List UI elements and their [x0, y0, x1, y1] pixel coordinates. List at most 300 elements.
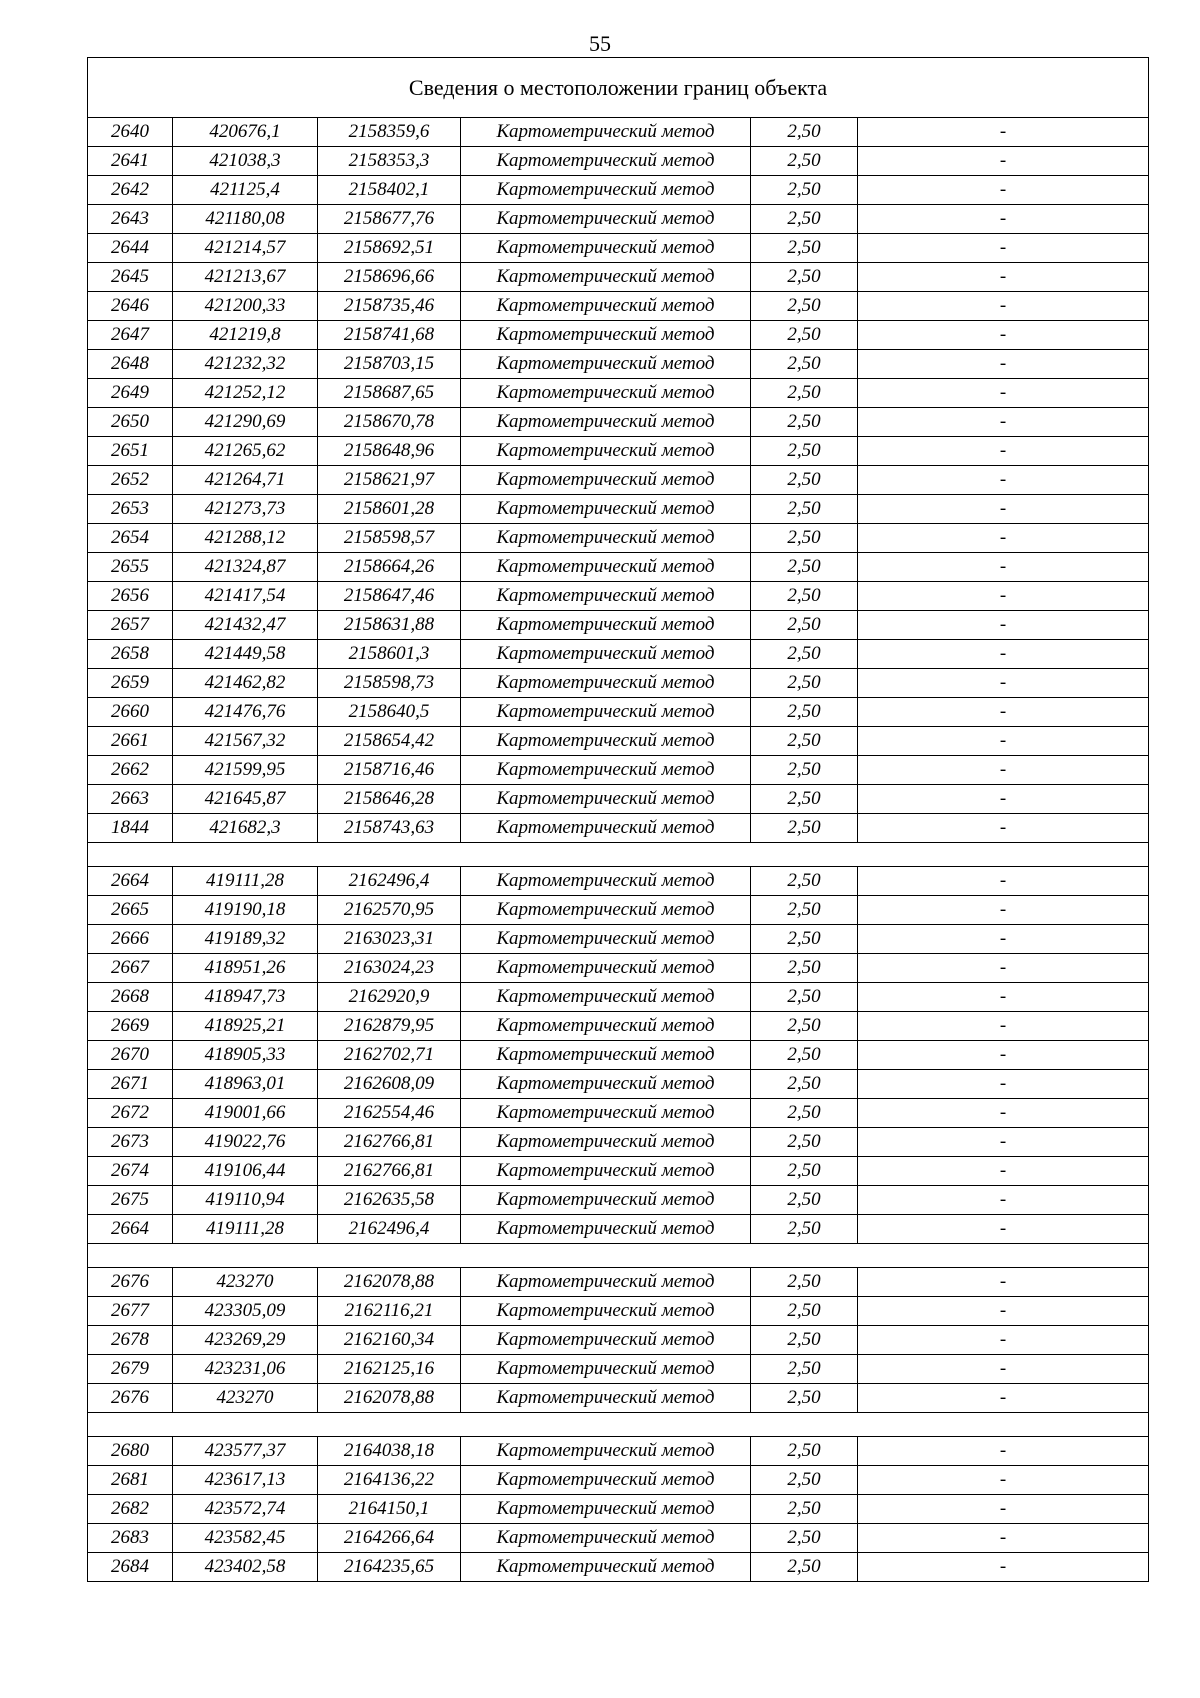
point-number-cell: 2678: [88, 1326, 173, 1355]
description-cell: -: [858, 495, 1149, 524]
description-cell: -: [858, 1384, 1149, 1413]
description-cell: -: [858, 292, 1149, 321]
description-cell: -: [858, 1524, 1149, 1553]
description-cell: -: [858, 582, 1149, 611]
table-row: [88, 379, 1149, 408]
table-title: Сведения о местоположении границ объекта: [88, 58, 1149, 118]
method-cell: Картометрический метод: [461, 1128, 751, 1157]
accuracy-cell: 2,50: [751, 756, 858, 785]
accuracy-cell: 2,50: [751, 321, 858, 350]
y-coordinate-cell: 2162496,4: [318, 867, 461, 896]
description-cell: -: [858, 1268, 1149, 1297]
method-cell: Картометрический метод: [461, 1041, 751, 1070]
y-coordinate-cell: 2162920,9: [318, 983, 461, 1012]
point-number-cell: 2659: [88, 669, 173, 698]
accuracy-cell: 2,50: [751, 1553, 858, 1582]
description-cell: -: [858, 669, 1149, 698]
table-row: [88, 466, 1149, 495]
x-coordinate-cell: 421213,67: [173, 263, 318, 292]
accuracy-cell: 2,50: [751, 698, 858, 727]
accuracy-cell: 2,50: [751, 553, 858, 582]
point-number-cell: 2664: [88, 867, 173, 896]
x-coordinate-cell: 423269,29: [173, 1326, 318, 1355]
x-coordinate-cell: 423270: [173, 1384, 318, 1413]
accuracy-cell: 2,50: [751, 983, 858, 1012]
point-number-cell: 2653: [88, 495, 173, 524]
table-row: [88, 756, 1149, 785]
x-coordinate-cell: 421324,87: [173, 553, 318, 582]
description-cell: -: [858, 896, 1149, 925]
accuracy-cell: 2,50: [751, 896, 858, 925]
accuracy-cell: 2,50: [751, 234, 858, 263]
y-coordinate-cell: 2158647,46: [318, 582, 461, 611]
y-coordinate-cell: 2162125,16: [318, 1355, 461, 1384]
point-number-cell: 2672: [88, 1099, 173, 1128]
y-coordinate-cell: 2158646,28: [318, 785, 461, 814]
y-coordinate-cell: 2158640,5: [318, 698, 461, 727]
method-cell: Картометрический метод: [461, 896, 751, 925]
x-coordinate-cell: 421645,87: [173, 785, 318, 814]
accuracy-cell: 2,50: [751, 1157, 858, 1186]
point-number-cell: 2683: [88, 1524, 173, 1553]
table-row: [88, 1437, 1149, 1466]
point-number-cell: 2660: [88, 698, 173, 727]
table-row: [88, 1157, 1149, 1186]
description-cell: -: [858, 408, 1149, 437]
table-row: [88, 1297, 1149, 1326]
method-cell: Картометрический метод: [461, 1466, 751, 1495]
point-number-cell: 2657: [88, 611, 173, 640]
description-cell: -: [858, 1012, 1149, 1041]
y-coordinate-cell: 2158654,42: [318, 727, 461, 756]
accuracy-cell: 2,50: [751, 1186, 858, 1215]
description-cell: -: [858, 727, 1149, 756]
description-cell: -: [858, 350, 1149, 379]
method-cell: Картометрический метод: [461, 466, 751, 495]
accuracy-cell: 2,50: [751, 524, 858, 553]
point-number-cell: 2681: [88, 1466, 173, 1495]
point-number-cell: 2684: [88, 1553, 173, 1582]
x-coordinate-cell: 421567,32: [173, 727, 318, 756]
y-coordinate-cell: 2158743,63: [318, 814, 461, 843]
x-coordinate-cell: 419110,94: [173, 1186, 318, 1215]
accuracy-cell: 2,50: [751, 118, 858, 147]
accuracy-cell: 2,50: [751, 669, 858, 698]
point-number-cell: 2673: [88, 1128, 173, 1157]
y-coordinate-cell: 2158692,51: [318, 234, 461, 263]
y-coordinate-cell: 2158359,6: [318, 118, 461, 147]
accuracy-cell: 2,50: [751, 727, 858, 756]
method-cell: Картометрический метод: [461, 1524, 751, 1553]
method-cell: Картометрический метод: [461, 379, 751, 408]
table-row: [88, 1186, 1149, 1215]
x-coordinate-cell: 421462,82: [173, 669, 318, 698]
point-number-cell: 2674: [88, 1157, 173, 1186]
point-number-cell: 2655: [88, 553, 173, 582]
accuracy-cell: 2,50: [751, 640, 858, 669]
description-cell: -: [858, 1355, 1149, 1384]
method-cell: Картометрический метод: [461, 1012, 751, 1041]
y-coordinate-cell: 2162078,88: [318, 1268, 461, 1297]
x-coordinate-cell: 423572,74: [173, 1495, 318, 1524]
x-coordinate-cell: 419001,66: [173, 1099, 318, 1128]
accuracy-cell: 2,50: [751, 147, 858, 176]
table-row: [88, 1495, 1149, 1524]
method-cell: Картометрический метод: [461, 640, 751, 669]
x-coordinate-cell: 423577,37: [173, 1437, 318, 1466]
description-cell: -: [858, 1297, 1149, 1326]
table-row: [88, 1070, 1149, 1099]
y-coordinate-cell: 2162879,95: [318, 1012, 461, 1041]
table-row: [88, 785, 1149, 814]
x-coordinate-cell: 421264,71: [173, 466, 318, 495]
table-row: [88, 234, 1149, 263]
table-row: [88, 292, 1149, 321]
y-coordinate-cell: 2162766,81: [318, 1157, 461, 1186]
point-number-cell: 2650: [88, 408, 173, 437]
x-coordinate-cell: 421038,3: [173, 147, 318, 176]
y-coordinate-cell: 2158670,78: [318, 408, 461, 437]
x-coordinate-cell: 421476,76: [173, 698, 318, 727]
table-row: [88, 954, 1149, 983]
point-number-cell: 2682: [88, 1495, 173, 1524]
accuracy-cell: 2,50: [751, 176, 858, 205]
y-coordinate-cell: 2162496,4: [318, 1215, 461, 1244]
method-cell: Картометрический метод: [461, 611, 751, 640]
method-cell: Картометрический метод: [461, 1384, 751, 1413]
x-coordinate-cell: 418905,33: [173, 1041, 318, 1070]
description-cell: -: [858, 1157, 1149, 1186]
method-cell: Картометрический метод: [461, 983, 751, 1012]
y-coordinate-cell: 2158621,97: [318, 466, 461, 495]
method-cell: Картометрический метод: [461, 1099, 751, 1128]
table-row: [88, 669, 1149, 698]
point-number-cell: 2663: [88, 785, 173, 814]
description-cell: -: [858, 176, 1149, 205]
table-row: [88, 1384, 1149, 1413]
method-cell: Картометрический метод: [461, 1553, 751, 1582]
y-coordinate-cell: 2158687,65: [318, 379, 461, 408]
y-coordinate-cell: 2164235,65: [318, 1553, 461, 1582]
x-coordinate-cell: 420676,1: [173, 118, 318, 147]
accuracy-cell: 2,50: [751, 582, 858, 611]
method-cell: Картометрический метод: [461, 495, 751, 524]
page-number: 55: [589, 31, 611, 56]
method-cell: Картометрический метод: [461, 1186, 751, 1215]
table-row: [88, 640, 1149, 669]
point-number-cell: 2643: [88, 205, 173, 234]
point-number-cell: 2640: [88, 118, 173, 147]
x-coordinate-cell: 418951,26: [173, 954, 318, 983]
method-cell: Картометрический метод: [461, 524, 751, 553]
method-cell: Картометрический метод: [461, 1215, 751, 1244]
x-coordinate-cell: 421125,4: [173, 176, 318, 205]
method-cell: Картометрический метод: [461, 553, 751, 582]
point-number-cell: 2669: [88, 1012, 173, 1041]
method-cell: Картометрический метод: [461, 292, 751, 321]
y-coordinate-cell: 2158741,68: [318, 321, 461, 350]
boundary-coordinates-table: [87, 57, 1149, 1582]
table-row: [88, 582, 1149, 611]
method-cell: Картометрический метод: [461, 147, 751, 176]
description-cell: -: [858, 1326, 1149, 1355]
description-cell: -: [858, 1070, 1149, 1099]
y-coordinate-cell: 2158601,28: [318, 495, 461, 524]
x-coordinate-cell: 421232,32: [173, 350, 318, 379]
table-row: [88, 176, 1149, 205]
y-coordinate-cell: 2158735,46: [318, 292, 461, 321]
x-coordinate-cell: 421273,73: [173, 495, 318, 524]
group-separator-cell: [88, 1413, 1149, 1437]
point-number-cell: 2670: [88, 1041, 173, 1070]
point-number-cell: 2662: [88, 756, 173, 785]
table-row: [88, 1466, 1149, 1495]
description-cell: -: [858, 1128, 1149, 1157]
y-coordinate-cell: 2162766,81: [318, 1128, 461, 1157]
description-cell: -: [858, 1437, 1149, 1466]
x-coordinate-cell: 423305,09: [173, 1297, 318, 1326]
method-cell: Картометрический метод: [461, 669, 751, 698]
table-row: [88, 1553, 1149, 1582]
method-cell: Картометрический метод: [461, 867, 751, 896]
description-cell: -: [858, 867, 1149, 896]
point-number-cell: 2665: [88, 896, 173, 925]
y-coordinate-cell: 2164150,1: [318, 1495, 461, 1524]
table-row: [88, 205, 1149, 234]
x-coordinate-cell: 421682,3: [173, 814, 318, 843]
accuracy-cell: 2,50: [751, 1215, 858, 1244]
table-row: [88, 118, 1149, 147]
x-coordinate-cell: 418947,73: [173, 983, 318, 1012]
accuracy-cell: 2,50: [751, 785, 858, 814]
table-row: [88, 727, 1149, 756]
point-number-cell: 2651: [88, 437, 173, 466]
y-coordinate-cell: 2158664,26: [318, 553, 461, 582]
accuracy-cell: 2,50: [751, 1041, 858, 1070]
x-coordinate-cell: 421200,33: [173, 292, 318, 321]
x-coordinate-cell: 419111,28: [173, 1215, 318, 1244]
accuracy-cell: 2,50: [751, 437, 858, 466]
table-row: [88, 1524, 1149, 1553]
accuracy-cell: 2,50: [751, 1128, 858, 1157]
description-cell: -: [858, 524, 1149, 553]
x-coordinate-cell: 423617,13: [173, 1466, 318, 1495]
accuracy-cell: 2,50: [751, 1268, 858, 1297]
table-title-row: [88, 58, 1149, 118]
description-cell: -: [858, 756, 1149, 785]
table-row: [88, 1326, 1149, 1355]
y-coordinate-cell: 2162635,58: [318, 1186, 461, 1215]
table-row: [88, 524, 1149, 553]
description-cell: -: [858, 1099, 1149, 1128]
group-separator-row: [88, 1244, 1149, 1268]
y-coordinate-cell: 2162116,21: [318, 1297, 461, 1326]
y-coordinate-cell: 2162570,95: [318, 896, 461, 925]
description-cell: -: [858, 640, 1149, 669]
method-cell: Картометрический метод: [461, 1297, 751, 1326]
x-coordinate-cell: 421252,12: [173, 379, 318, 408]
table-row: [88, 698, 1149, 727]
method-cell: Картометрический метод: [461, 727, 751, 756]
method-cell: Картометрический метод: [461, 1268, 751, 1297]
method-cell: Картометрический метод: [461, 1437, 751, 1466]
y-coordinate-cell: 2158353,3: [318, 147, 461, 176]
accuracy-cell: 2,50: [751, 814, 858, 843]
table-row: [88, 983, 1149, 1012]
point-number-cell: 2677: [88, 1297, 173, 1326]
description-cell: -: [858, 466, 1149, 495]
accuracy-cell: 2,50: [751, 408, 858, 437]
method-cell: Картометрический метод: [461, 234, 751, 263]
point-number-cell: 2647: [88, 321, 173, 350]
point-number-cell: 2664: [88, 1215, 173, 1244]
y-coordinate-cell: 2162078,88: [318, 1384, 461, 1413]
x-coordinate-cell: 419022,76: [173, 1128, 318, 1157]
y-coordinate-cell: 2164266,64: [318, 1524, 461, 1553]
x-coordinate-cell: 423402,58: [173, 1553, 318, 1582]
description-cell: -: [858, 954, 1149, 983]
table-row: [88, 1099, 1149, 1128]
accuracy-cell: 2,50: [751, 350, 858, 379]
y-coordinate-cell: 2158703,15: [318, 350, 461, 379]
y-coordinate-cell: 2164136,22: [318, 1466, 461, 1495]
point-number-cell: 2648: [88, 350, 173, 379]
accuracy-cell: 2,50: [751, 379, 858, 408]
table-row: [88, 867, 1149, 896]
method-cell: Картометрический метод: [461, 263, 751, 292]
x-coordinate-cell: 421432,47: [173, 611, 318, 640]
y-coordinate-cell: 2158648,96: [318, 437, 461, 466]
accuracy-cell: 2,50: [751, 1437, 858, 1466]
method-cell: Картометрический метод: [461, 1070, 751, 1099]
description-cell: -: [858, 437, 1149, 466]
description-cell: -: [858, 1186, 1149, 1215]
description-cell: -: [858, 147, 1149, 176]
description-cell: -: [858, 611, 1149, 640]
table-row: [88, 814, 1149, 843]
table-row: [88, 408, 1149, 437]
accuracy-cell: 2,50: [751, 1384, 858, 1413]
table-row: [88, 1268, 1149, 1297]
table-row: [88, 350, 1149, 379]
point-number-cell: 2642: [88, 176, 173, 205]
method-cell: Картометрический метод: [461, 582, 751, 611]
point-number-cell: 2661: [88, 727, 173, 756]
table-row: [88, 925, 1149, 954]
table-row: [88, 321, 1149, 350]
description-cell: -: [858, 814, 1149, 843]
accuracy-cell: 2,50: [751, 954, 858, 983]
method-cell: Картометрический метод: [461, 814, 751, 843]
accuracy-cell: 2,50: [751, 1326, 858, 1355]
group-separator-row: [88, 843, 1149, 867]
x-coordinate-cell: 421449,58: [173, 640, 318, 669]
method-cell: Картометрический метод: [461, 785, 751, 814]
description-cell: -: [858, 785, 1149, 814]
x-coordinate-cell: 421180,08: [173, 205, 318, 234]
method-cell: Картометрический метод: [461, 1495, 751, 1524]
y-coordinate-cell: 2163023,31: [318, 925, 461, 954]
description-cell: -: [858, 1215, 1149, 1244]
accuracy-cell: 2,50: [751, 205, 858, 234]
point-number-cell: 2676: [88, 1384, 173, 1413]
method-cell: Картометрический метод: [461, 698, 751, 727]
point-number-cell: 2668: [88, 983, 173, 1012]
description-cell: -: [858, 1495, 1149, 1524]
y-coordinate-cell: 2158716,46: [318, 756, 461, 785]
accuracy-cell: 2,50: [751, 1495, 858, 1524]
x-coordinate-cell: 419111,28: [173, 867, 318, 896]
x-coordinate-cell: 421417,54: [173, 582, 318, 611]
x-coordinate-cell: 419190,18: [173, 896, 318, 925]
y-coordinate-cell: 2162702,71: [318, 1041, 461, 1070]
method-cell: Картометрический метод: [461, 756, 751, 785]
accuracy-cell: 2,50: [751, 292, 858, 321]
method-cell: Картометрический метод: [461, 954, 751, 983]
x-coordinate-cell: 419189,32: [173, 925, 318, 954]
table-row: [88, 1128, 1149, 1157]
x-coordinate-cell: 421265,62: [173, 437, 318, 466]
method-cell: Картометрический метод: [461, 408, 751, 437]
group-separator-row: [88, 1413, 1149, 1437]
description-cell: -: [858, 1553, 1149, 1582]
accuracy-cell: 2,50: [751, 1355, 858, 1384]
point-number-cell: 2654: [88, 524, 173, 553]
accuracy-cell: 2,50: [751, 925, 858, 954]
x-coordinate-cell: 421288,12: [173, 524, 318, 553]
description-cell: -: [858, 553, 1149, 582]
method-cell: Картометрический метод: [461, 205, 751, 234]
point-number-cell: 2656: [88, 582, 173, 611]
point-number-cell: 2641: [88, 147, 173, 176]
table-row: [88, 1012, 1149, 1041]
point-number-cell: 2649: [88, 379, 173, 408]
description-cell: -: [858, 263, 1149, 292]
x-coordinate-cell: 421290,69: [173, 408, 318, 437]
accuracy-cell: 2,50: [751, 1099, 858, 1128]
y-coordinate-cell: 2158601,3: [318, 640, 461, 669]
group-separator-cell: [88, 843, 1149, 867]
description-cell: -: [858, 205, 1149, 234]
point-number-cell: 2658: [88, 640, 173, 669]
accuracy-cell: 2,50: [751, 263, 858, 292]
x-coordinate-cell: 423270: [173, 1268, 318, 1297]
accuracy-cell: 2,50: [751, 466, 858, 495]
table-row: [88, 263, 1149, 292]
description-cell: -: [858, 118, 1149, 147]
x-coordinate-cell: 423582,45: [173, 1524, 318, 1553]
method-cell: Картометрический метод: [461, 437, 751, 466]
description-cell: -: [858, 983, 1149, 1012]
table-row: [88, 1215, 1149, 1244]
y-coordinate-cell: 2162554,46: [318, 1099, 461, 1128]
point-number-cell: 2671: [88, 1070, 173, 1099]
y-coordinate-cell: 2162160,34: [318, 1326, 461, 1355]
method-cell: Картометрический метод: [461, 321, 751, 350]
x-coordinate-cell: 418925,21: [173, 1012, 318, 1041]
method-cell: Картометрический метод: [461, 925, 751, 954]
description-cell: -: [858, 321, 1149, 350]
method-cell: Картометрический метод: [461, 1355, 751, 1384]
description-cell: -: [858, 234, 1149, 263]
accuracy-cell: 2,50: [751, 1012, 858, 1041]
method-cell: Картометрический метод: [461, 118, 751, 147]
y-coordinate-cell: 2158598,73: [318, 669, 461, 698]
accuracy-cell: 2,50: [751, 1466, 858, 1495]
point-number-cell: 1844: [88, 814, 173, 843]
point-number-cell: 2652: [88, 466, 173, 495]
y-coordinate-cell: 2158696,66: [318, 263, 461, 292]
